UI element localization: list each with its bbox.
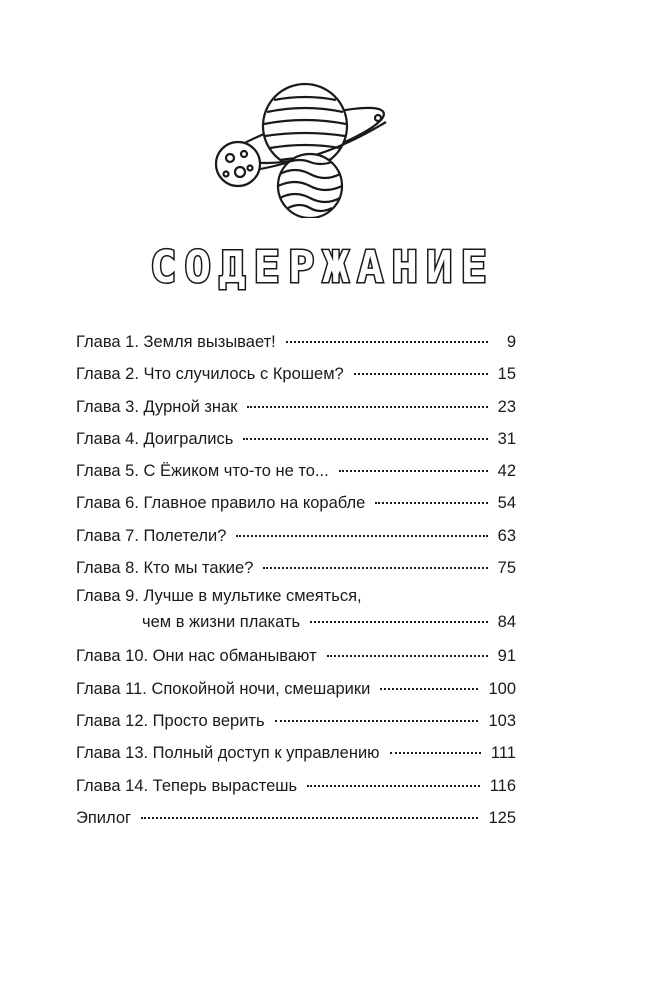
dot-leader — [375, 502, 487, 504]
toc-entry-label: Глава 8. Кто мы такие? — [76, 559, 254, 578]
dot-leader — [263, 567, 487, 569]
toc-entry-page: 103 — [488, 711, 516, 730]
dot-leader — [327, 655, 488, 657]
toc-entry[interactable] — [76, 737, 516, 769]
dot-leader — [286, 341, 488, 343]
toc-entry-label: Глава 5. С Ёжиком что-то не то... — [76, 462, 329, 481]
toc-entry[interactable] — [76, 358, 516, 390]
toc-entry-label: Глава 14. Теперь вырастешь — [76, 776, 298, 795]
toc-entry[interactable] — [76, 487, 516, 519]
toc-entry-label: Глава 9. Лучше в мультике смеяться, — [76, 587, 362, 606]
toc-entry[interactable] — [76, 455, 516, 487]
toc-entry-page: 42 — [497, 462, 516, 481]
toc-entry[interactable] — [76, 673, 516, 705]
toc-entry-page: 116 — [489, 776, 516, 795]
dot-leader — [390, 752, 481, 754]
toc-entry-page: 75 — [497, 559, 516, 578]
toc-entry-label: Эпилог — [76, 808, 132, 827]
toc-entry-page: 84 — [497, 613, 516, 632]
toc-entry-label: Глава 1. Земля вызывает! — [76, 333, 276, 351]
dot-leader — [307, 785, 480, 787]
toc-entry-page: 91 — [497, 647, 516, 666]
dot-leader — [236, 535, 487, 537]
dot-leader — [275, 720, 479, 722]
toc-entry-label: Глава 11. Спокойной ночи, смешарики — [76, 679, 371, 698]
dot-leader — [380, 688, 478, 690]
dot-leader — [310, 621, 488, 623]
toc-entry-label: Глава 2. Что случилось с Крошем? — [76, 365, 344, 384]
toc-entry-page: 31 — [497, 429, 516, 448]
toc-entry-page: 63 — [497, 526, 516, 545]
toc-entry-label: Глава 7. Полетели? — [76, 526, 227, 545]
toc-entry[interactable] — [76, 391, 516, 423]
toc-entry-label: Глава 3. Дурной знак — [76, 397, 238, 416]
page-title: СОДЕРЖАНИЕ — [150, 242, 495, 293]
toc-entry-page: 111 — [490, 744, 516, 763]
toc-entry-label: Глава 4. Доигрались — [76, 429, 234, 448]
dot-leader — [247, 406, 487, 408]
planets-illustration — [200, 78, 400, 218]
toc-entry[interactable] — [76, 770, 516, 802]
toc-entry-label: Глава 13. Полный доступ к управлению — [76, 744, 380, 763]
toc-entry-label-continuation: чем в жизни плакать — [142, 613, 301, 632]
toc-entry-page: 15 — [497, 365, 516, 384]
dot-leader — [339, 470, 488, 472]
toc-entry[interactable] — [76, 640, 516, 672]
dot-leader — [141, 817, 478, 819]
toc-entry-label: Глава 6. Главное правило на корабле — [76, 494, 366, 513]
dot-leader — [354, 373, 488, 375]
toc-entry[interactable] — [76, 705, 516, 737]
toc-entry[interactable] — [76, 326, 516, 358]
toc-entry[interactable] — [76, 802, 516, 834]
toc-entry-page: 100 — [488, 679, 516, 698]
dot-leader — [243, 438, 487, 440]
toc-entry-page: 125 — [488, 808, 516, 827]
toc-entry[interactable] — [76, 584, 516, 640]
toc-entry[interactable] — [76, 423, 516, 455]
table-of-contents — [76, 326, 516, 834]
toc-entry-label: Глава 12. Просто верить — [76, 711, 265, 730]
toc-entry-label: Глава 10. Они нас обманывают — [76, 647, 317, 666]
toc-entry-page: 9 — [506, 333, 516, 351]
toc-entry-page: 23 — [497, 397, 516, 416]
toc-entry[interactable] — [76, 520, 516, 552]
toc-entry-page: 54 — [497, 494, 516, 513]
toc-entry[interactable] — [76, 552, 516, 584]
